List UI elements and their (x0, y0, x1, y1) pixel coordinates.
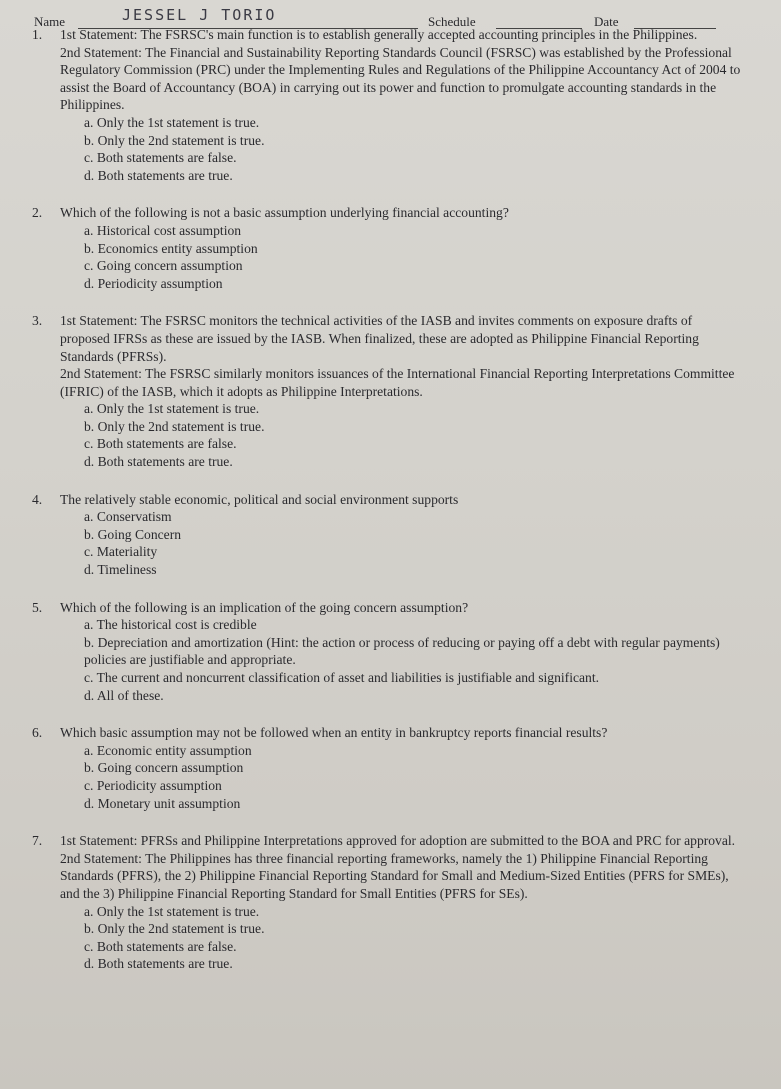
answer-option[interactable]: a. Only the 1st statement is true. (84, 114, 260, 130)
question-statement: 1st Statement: The FSRSC's main function is to establish generally accepted accounting principles in the Philippines. (60, 27, 698, 42)
question-number: 7. (32, 833, 43, 849)
question-statement: Which of the following is an implication of the going concern assumption? (60, 599, 469, 615)
answer-option[interactable]: c. The current and noncurrent classification of asset and liabilities is justifiable and significant. (84, 670, 600, 685)
question-statement: 2nd Statement: The Financial and Sustainability Reporting Standards Council (FSRSC) was established by the Professional Regulatory Commission (PRC) under the Implementing Rules and Regulations of the Philippine Accountancy Act of 2004 to assist the Board of Accountancy (BOA) in carrying out its power and function to promulgate accounting standards in the Philippines. (60, 44, 741, 113)
answer-option[interactable]: c. Periodicity assumption (84, 777, 222, 793)
question (32, 491, 745, 579)
answer-option[interactable]: d. Periodicity assumption (84, 275, 223, 291)
question-list (32, 26, 745, 993)
question-number: 2. (32, 205, 43, 221)
question-statement: 1st Statement: The FSRSC monitors the technical activities of the IASB and invites comments on exposure drafts of proposed IFRSs as these are issued by the IASB. When finalized, these are adopted as Philippine Financial Reporting Standards (PFRSs). (60, 313, 699, 364)
question (32, 724, 745, 812)
question-statement: Which basic assumption may not be followed when an entity in bankruptcy reports financial results? (60, 725, 608, 741)
name-value: JESSEL J TORIO (122, 6, 277, 24)
answer-option[interactable]: a. The historical cost is credible (84, 617, 257, 633)
answer-option[interactable]: d. Monetary unit assumption (84, 795, 241, 811)
answer-option[interactable]: d. All of these. (84, 687, 164, 703)
answer-option[interactable]: d. Timeliness (84, 562, 157, 578)
question (32, 312, 745, 470)
answer-option[interactable]: d. Both statements are true. (84, 454, 233, 470)
question-number: 1. (32, 27, 43, 42)
answer-option[interactable]: c. Both statements are false. (84, 436, 237, 452)
answer-option[interactable]: c. Both statements are false. (84, 150, 237, 166)
answer-option[interactable]: b. Depreciation and amortization (Hint: the action or process of reducing or paying off a debt with regular payments) policies are justifiable and appropriate. (84, 634, 720, 668)
question-number: 3. (32, 313, 43, 329)
question (32, 832, 745, 973)
answer-option[interactable]: d. Both statements are true. (84, 167, 233, 183)
question-statement: 2nd Statement: The Philippines has three financial reporting frameworks, namely the 1) Philippine Financial Reporting Standards (PFRS), the 2) Philippine Financial Reporting Standard for Small and Medium-Sized Entities (PFRS for SMEs), and the 3) Philippine Financial Reporting Standard for Small Entities (PFRS for SEs). (60, 850, 729, 901)
answer-option[interactable]: b. Economics entity assumption (84, 240, 258, 256)
answer-option[interactable]: a. Conservatism (84, 509, 172, 525)
answer-option[interactable]: b. Going Concern (84, 526, 182, 542)
answer-option[interactable]: b. Going concern assumption (84, 760, 244, 776)
answer-option[interactable]: c. Going concern assumption (84, 258, 243, 274)
question-statement: 1st Statement: PFRSs and Philippine Interpretations approved for adoption are submitted to the BOA and PRC for approval. (60, 833, 736, 849)
question (32, 204, 745, 292)
answer-option[interactable]: a. Economic entity assumption (84, 742, 252, 758)
question (32, 599, 745, 705)
answer-option[interactable]: c. Both statements are false. (84, 938, 237, 954)
answer-option[interactable]: d. Both statements are true. (84, 956, 233, 972)
question-statement: The relatively stable economic, political and social environment supports (60, 491, 459, 507)
question-statement: 2nd Statement: The FSRSC similarly monitors issuances of the International Financial Reporting Interpretations Committee (IFRIC) of the IASB, which it adopts as Philippine Interpretations. (60, 366, 735, 399)
schedule-label: Schedule (428, 14, 476, 29)
question-number: 5. (32, 599, 43, 615)
answer-option[interactable]: c. Materiality (84, 544, 158, 560)
answer-option[interactable]: b. Only the 2nd statement is true. (84, 921, 265, 937)
question-statement: Which of the following is not a basic assumption underlying financial accounting? (60, 205, 509, 221)
answer-option[interactable]: a. Historical cost assumption (84, 222, 242, 238)
question-number: 4. (32, 491, 43, 507)
question (32, 26, 745, 184)
answer-option[interactable]: a. Only the 1st statement is true. (84, 401, 260, 417)
answer-option[interactable]: b. Only the 2nd statement is true. (84, 418, 265, 434)
question-number: 6. (32, 725, 43, 741)
name-label: Name (34, 14, 66, 29)
answer-option[interactable]: b. Only the 2nd statement is true. (84, 132, 265, 148)
date-label: Date (594, 14, 619, 29)
answer-option[interactable]: a. Only the 1st statement is true. (84, 903, 260, 919)
